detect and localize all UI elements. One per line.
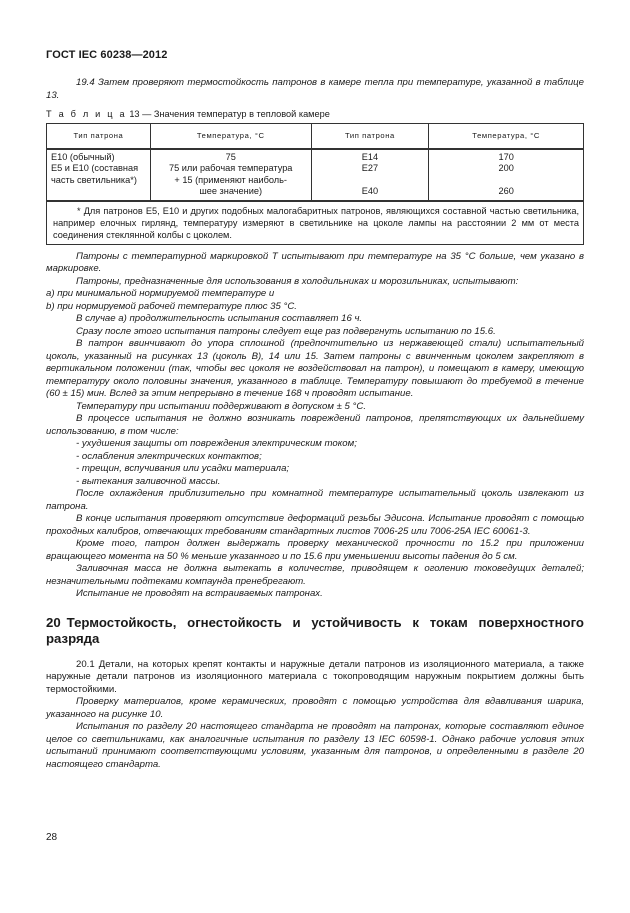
- paragraph: В процессе испытания не должно возникать повреждений патронов, препятствующих их дальнейшему использованию, в том числе:: [46, 413, 584, 437]
- cell-line: 75 или рабочая температура: [169, 163, 293, 173]
- header-temperature-1: Температура, °С: [150, 123, 311, 149]
- paragraph-20-1: 20.1 Детали, на которых крепят контакты и наружные детали патронов из изоляционного материала, а также наружные детали патронов из изоляционного материала с токопроводящим наружным покрытием должны быть термостойкими.: [46, 658, 584, 695]
- cell-line: 260: [498, 186, 514, 196]
- table-header-row: [47, 123, 584, 149]
- table-13: [46, 123, 584, 245]
- cell-socket-types-right: [311, 149, 429, 201]
- list-item: - трещин, вспучивания или усадки материала;: [76, 463, 290, 474]
- paragraph-19-4: 19.4 Затем проверяют термостойкость патронов в камере тепла при температуре, указанной в таблице 13.: [46, 77, 584, 101]
- footnote-text: * Для патронов Е5, Е10 и других подобных малогабаритных патронов, являющихся составной частью светильника, например елочных гирлянд, температуру измеряют в светильнике на цоколе лампы на расстоянии 2 мм от места соединения стеклянной колбы с цоколем.: [53, 205, 579, 240]
- page-content: [46, 77, 584, 771]
- paragraph: Проверку материалов, кроме керамических, проводят с помощью устройства для вдавливания шарика, указанного на рисунке 10.: [46, 696, 584, 720]
- paragraph: В случае а) продолжительность испытания составляет 16 ч.: [76, 313, 363, 324]
- header-temperature-2: Температура, °С: [429, 123, 584, 149]
- cell-line: [433, 175, 579, 187]
- page-number: 28: [46, 832, 58, 843]
- table-13-caption: [46, 108, 584, 121]
- cell-temperatures-right: [429, 149, 584, 201]
- paragraph: Заливочная масса не должна вытекать в количестве, приводящем к оголению токоведущих деталей; незначительными подтеками компаунда пренебрегают.: [46, 563, 584, 587]
- list-item: a) при минимальной нормируемой температуре и: [46, 288, 275, 299]
- table-caption-prefix: Т а б л и ц а: [46, 109, 127, 119]
- paragraph: Испытания по разделу 20 настоящего стандарта не проводят на патронах, которые составляют единое целое со светильниками, как аналогичные испытания по разделу 13 IEC 60598-1. Однако рабочие условия этих испытаний принимают соответствующими условиям, указанным для патронов, и определенными в разделе 20 настоящего стандарта.: [46, 721, 584, 770]
- cell-line: Е10 (обычный): [51, 151, 115, 162]
- cell-line: Е27: [361, 163, 379, 173]
- cell-line: Е14: [361, 151, 379, 162]
- list-item: - ухудшения защиты от повреждения электрическим током;: [76, 438, 357, 449]
- cell-line: Е40: [361, 186, 379, 196]
- paragraph: Температуру при испытании поддерживают в допуском ± 5 °С.: [76, 400, 366, 412]
- cell-line: + 15 (применяют наиболь-: [174, 174, 287, 185]
- table-footnote: [47, 201, 584, 245]
- paragraph: Патроны, предназначенные для использования в холодильниках и морозильниках, испытывают:: [76, 275, 519, 287]
- list-item: - ослабления электрических контактов;: [76, 450, 262, 462]
- paragraph: Патроны с температурной маркировкой Т испытывают при температуре на 35 °С больше, чем указано в маркировке.: [46, 250, 584, 274]
- section-20-heading: [46, 615, 584, 647]
- table-footnote-row: [47, 201, 584, 245]
- cell-line: Е5 и Е10 (составная: [51, 163, 139, 173]
- table-body-row: [47, 149, 584, 201]
- cell-line: шее значение): [199, 186, 263, 196]
- header-socket-type-2: Тип патрона: [311, 123, 429, 149]
- cell-socket-types-left: [47, 149, 151, 201]
- paragraph: Испытание не проводят на встраиваемых патронах.: [76, 588, 323, 599]
- cell-line: [316, 175, 425, 187]
- cell-line: 200: [498, 163, 514, 173]
- cell-line: 75: [225, 151, 236, 162]
- cell-line: 170: [498, 151, 514, 162]
- document-code-header: ГОСТ IEC 60238—2012: [46, 49, 168, 61]
- paragraph: Кроме того, патрон должен выдержать проверку механической прочности по 15.2 при приложении вращающего момента на 50 % меньше указанного и по 15.6 при уменьшении высоты падения до 5 см.: [46, 538, 584, 562]
- paragraph: В патрон ввинчивают до упора сплошной (предпочтительно из нержавеющей стали) испытательный цоколь, указанный на рисунках 13 (цоколь В), 14 или 15. Затем патроны с ввинченным цоколем закрепляют в вертикальном положении (так, чтобы вес цоколя не воздействовал на патрон), и помещают в камеру, имеющую температуру около половины значения, указанного в таблице. Температуру повышают до требуемой в течение (60 ± 15) мин. Вслед за этим непрерывно в течение 168 ч проводят испытание.: [46, 338, 584, 399]
- paragraph: В конце испытания проверяют отсутствие деформаций резьбы Эдисона. Испытание проводят с помощью проходных калибров, отвечающих требованиям стандартных листов 7006-25 или 7006-25А IEC 60061-3.: [46, 513, 584, 537]
- header-socket-type-1: Тип патрона: [47, 123, 151, 149]
- section-title: Термостойкость, огнестойкость и устойчивость к токам поверхностного разряда: [46, 614, 584, 646]
- table-caption-title: 13 — Значения температур в тепловой камере: [126, 109, 330, 119]
- section-number: 20: [46, 614, 61, 630]
- cell-line: часть светильника*): [51, 174, 137, 185]
- list-item: b) при нормируемой рабочей температуре плюс 35 °С.: [46, 300, 297, 312]
- list-item: - вытекания заливочной массы.: [76, 475, 221, 487]
- cell-temperatures-left: [150, 149, 311, 201]
- paragraph: После охлаждения приблизительно при комнатной температуре испытательный цоколь извлекают из патрона.: [46, 488, 584, 512]
- paragraph: Сразу после этого испытания патроны следует еще раз подвергнуть испытанию по 15.6.: [76, 325, 496, 337]
